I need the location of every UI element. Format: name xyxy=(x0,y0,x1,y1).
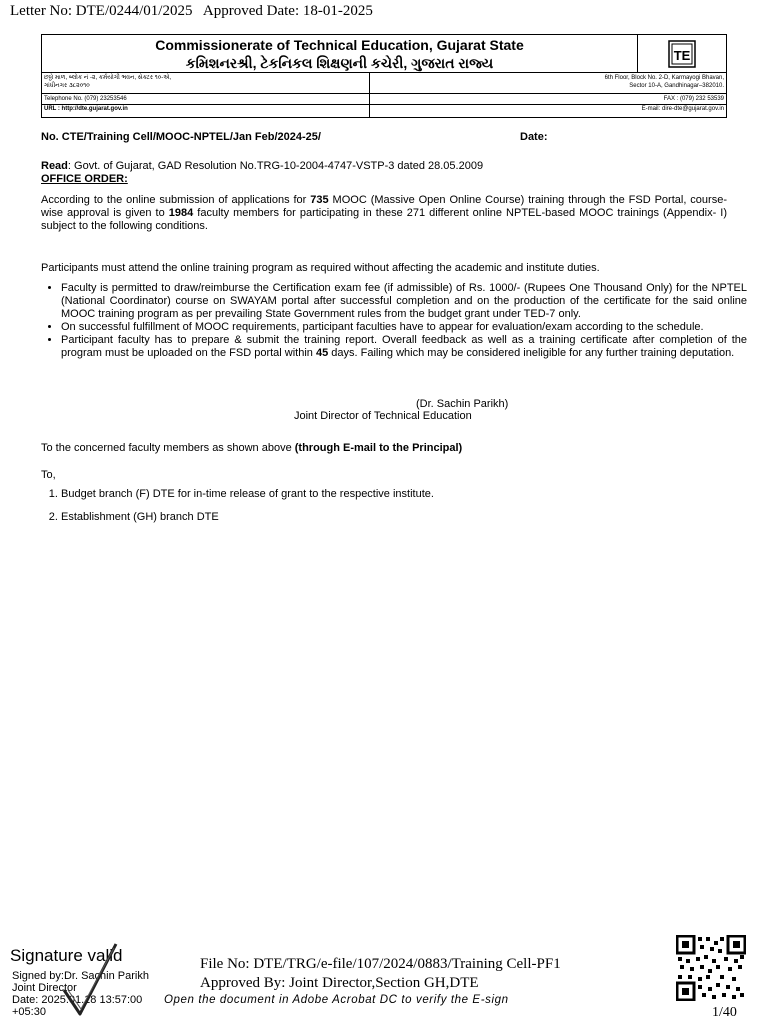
distribution-list xyxy=(41,488,434,534)
office-order-heading: OFFICE ORDER: xyxy=(41,173,128,185)
read-text: : Govt. of Gujarat, GAD Resolution No.TRG-10-2004-4747-VSTP-3 dated 28.05.2009 xyxy=(67,160,484,172)
signature-timezone: +05:30 xyxy=(12,1006,46,1018)
letter-number: Letter No: DTE/0244/01/2025 xyxy=(10,3,193,19)
date-label: Date: xyxy=(520,131,548,143)
address-english-1: 6th Floor, Block No. 2-D, Karmayogi Bhavan, xyxy=(604,75,724,81)
letterhead xyxy=(41,34,727,118)
email: E-mail: dire-dte@gujarat.gov.in xyxy=(641,106,724,112)
signature-date: Date: 2025.01.18 13:57:00 xyxy=(12,994,143,1006)
condition-3-text-b: days. Failing which may be considered ineligible for any further training deputation. xyxy=(328,347,735,359)
address-gujarati-1: છઠ્ઠો માળ, બ્લોક નં -૨, કર્મયોગી ભવન, સેક્ટર ૧૦-એ, xyxy=(44,75,172,81)
concerned-bold: (through E-mail to the Principal) xyxy=(294,442,463,454)
signed-by: Signed by:Dr. Sachin Parikh xyxy=(12,970,149,982)
logo-text: TE xyxy=(673,48,691,63)
signer-designation: Joint Director xyxy=(12,982,77,994)
application-count: 735 xyxy=(310,194,329,206)
signatory-name: (Dr. Sachin Parikh) xyxy=(416,398,509,410)
letterhead-left-cell xyxy=(42,73,370,117)
address-gujarati-2: ગાંધીનગર ૩૮૨૦૧૦ xyxy=(44,83,90,89)
distribution-item: 2. Establishment (GH) branch DTE xyxy=(61,511,434,524)
concerned-line xyxy=(41,442,727,455)
cte-logo-icon xyxy=(668,40,696,68)
conditions-list xyxy=(41,282,747,360)
signatory-title: Joint Director of Technical Education xyxy=(294,410,472,422)
condition-item: • On successful fulfillment of MOOC requirements, participant faculties have to appear for evaluation/exam according to the schedule. xyxy=(61,321,747,334)
concerned-text: To the concerned faculty members as shown above xyxy=(41,442,295,454)
approved-by: Approved By: Joint Director,Section GH,DTE xyxy=(200,975,479,991)
letter-header xyxy=(10,3,373,20)
file-number: File No: DTE/TRG/e-file/107/2024/0883/Training Cell-PF1 xyxy=(200,956,561,972)
qr-code-icon xyxy=(676,935,746,1001)
to-label: To, xyxy=(41,469,56,481)
intro-paragraph xyxy=(41,194,727,233)
letterhead-title xyxy=(42,35,638,73)
website-url: URL : http://dte.gujarat.gov.in xyxy=(44,106,128,112)
intro-text-3: faculty members for participating in these 271 different online NPTEL-based MOOC trainings (Appendix- I) subject to the following conditions. xyxy=(41,207,727,232)
faculty-count: 1984 xyxy=(168,207,194,219)
verify-note: Open the document in Adobe Acrobat DC to verify the E-sign xyxy=(164,994,509,1006)
condition-item: • Faculty is permitted to draw/reimburse the Certification exam fee (if admissible) of Rs. 1000/- (Rupees One Thousand Only) for the NPTEL (National Coordinator) course on SWAYAM portal after successful completion and on the production of the certificate for the said online MOOC training program as per prevailing State Government rules from the budget grant under TED-7 only. xyxy=(61,282,747,321)
approved-date: Approved Date: 18-01-2025 xyxy=(202,3,373,19)
reference-number: No. CTE/Training Cell/MOOC-NPTEL/Jan Feb/2024-25/ xyxy=(41,131,321,143)
title-english: Commissionerate of Technical Education, Gujarat State xyxy=(155,37,524,53)
telephone: Telephone No. (079) 23253546 xyxy=(44,96,127,102)
condition-item xyxy=(61,334,747,360)
intro-text-2: MOOC (Massive Open Online Course) training through the FSD Portal, course-wise approval is given to xyxy=(41,194,727,219)
read-reference xyxy=(41,160,727,173)
signature-valid-label: Signature valid xyxy=(10,946,123,965)
attendance-paragraph: Participants must attend the online training program as required without affecting the academic and institute duties. xyxy=(41,262,600,274)
distribution-item: 1. Budget branch (F) DTE for in-time release of grant to the respective institute. xyxy=(61,488,434,501)
condition-3-text-a: Participant faculty has to prepare & submit the training report. Overall feedback as well as a training certificate after completion of the program must be uploaded on the FSD portal within xyxy=(61,334,747,359)
fax: FAX : (079) 232 53539 xyxy=(663,96,724,102)
page-number: 1/40 xyxy=(712,1005,737,1020)
report-days: 45 xyxy=(315,347,329,359)
read-label: Read xyxy=(41,160,68,172)
checkmark-icon xyxy=(58,938,122,1020)
intro-text-1: According to the online submission of applications for xyxy=(41,194,311,206)
address-english-2: Sector 10-A, Gandhinagar–382010. xyxy=(629,83,724,89)
letterhead-logo xyxy=(638,35,726,73)
title-gujarati: કમિશનરશ્રી, ટેકનિકલ શિક્ષણની કચેરી, ગુજરાત રાજ્ય xyxy=(185,55,494,71)
letterhead-right-cell xyxy=(370,73,726,117)
